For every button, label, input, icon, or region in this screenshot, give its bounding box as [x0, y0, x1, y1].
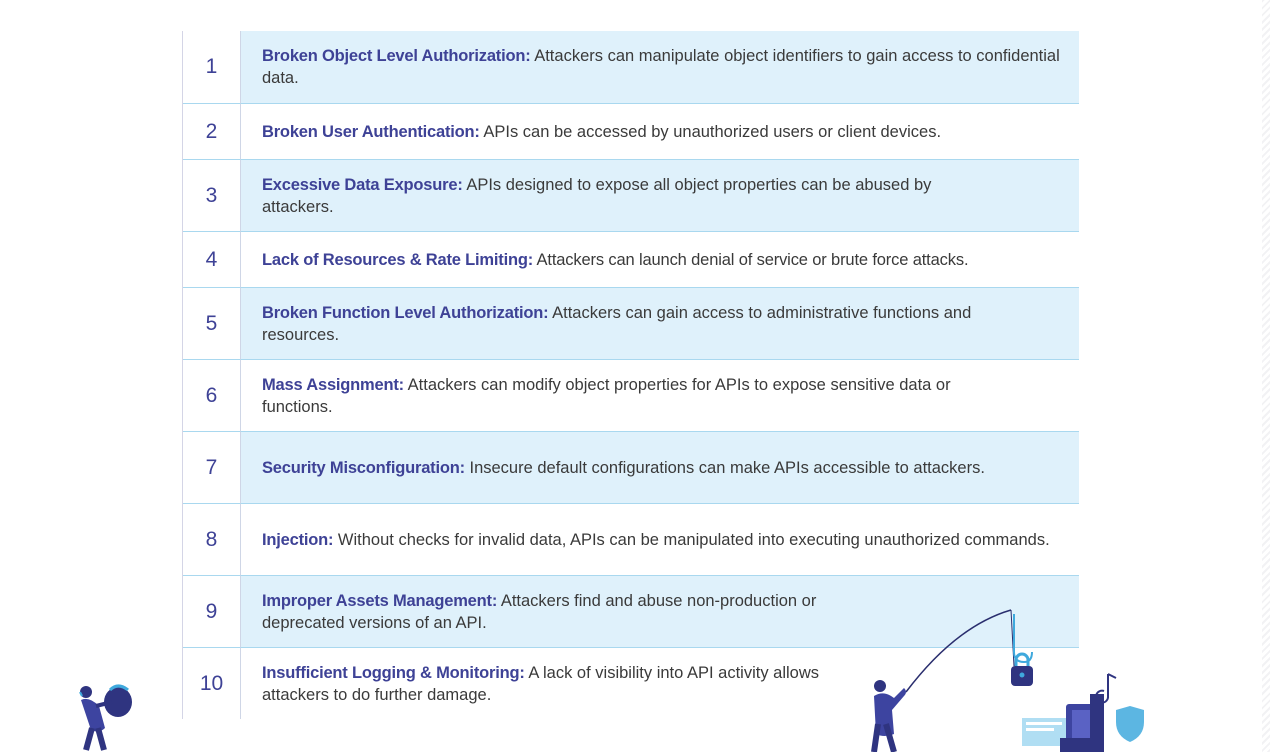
thief-carrying-bag-icon: [72, 680, 142, 752]
item-term: Excessive Data Exposure:: [262, 175, 463, 194]
item-description: Without checks for invalid data, APIs can be manipulated into executing unauthorized commands.: [333, 530, 1050, 549]
item-term: Injection:: [262, 530, 334, 549]
item-term: Security Misconfiguration:: [262, 458, 465, 477]
item-number: 4: [183, 232, 240, 288]
item-term: Broken Function Level Authorization:: [262, 303, 549, 322]
list-item: [183, 160, 1079, 232]
item-description: Attackers can launch denial of service or brute force attacks.: [533, 250, 969, 269]
item-description: APIs can be accessed by unauthorized users or client devices.: [479, 122, 942, 141]
item-description: Attackers find and abuse non-production or deprecated versions of an API.: [262, 591, 817, 632]
item-description: Attackers can gain access to administrative functions and resources.: [262, 303, 972, 344]
item-number: 7: [183, 432, 240, 504]
item-number: 9: [183, 576, 240, 648]
item-text: [262, 302, 1019, 346]
list-item: [183, 360, 1079, 432]
item-term: Broken Object Level Authorization:: [262, 47, 531, 65]
item-description: Attackers can modify object properties for APIs to expose sensitive data or functions.: [262, 375, 951, 416]
item-number: 8: [183, 504, 240, 576]
item-text: [262, 374, 1019, 418]
item-text: [262, 174, 979, 218]
item-description: APIs designed to expose all object properties can be abused by attackers.: [262, 175, 932, 216]
item-text: [262, 249, 1075, 271]
item-text: [262, 45, 1061, 89]
item-term: Insufficient Logging & Monitoring:: [262, 663, 525, 682]
item-description: Insecure default configurations can make APIs accessible to attackers.: [464, 458, 985, 477]
list-item: [183, 104, 1079, 160]
item-text: [262, 121, 1061, 143]
list-item: [183, 432, 1079, 504]
item-text: [262, 662, 839, 706]
item-text: [262, 590, 869, 634]
item-number: 10: [199, 671, 224, 695]
item-number: 1: [183, 31, 240, 104]
list-item: [183, 504, 1079, 576]
list-item: [183, 288, 1079, 360]
item-description: A lack of visibility into API activity allows attackers to do further damage.: [262, 663, 820, 704]
item-term: Lack of Resources & Rate Limiting:: [262, 250, 534, 269]
item-text: [262, 529, 1065, 551]
item-number: 3: [183, 160, 240, 232]
item-description: Attackers can manipulate object identifiers to gain access to confidential data.: [262, 47, 1060, 87]
list-item: [183, 232, 1079, 288]
item-text: [262, 457, 989, 479]
item-term: Broken User Authentication:: [262, 122, 480, 141]
item-number: 6: [183, 360, 240, 432]
laptop-security-icon: [1020, 670, 1144, 752]
item-number: 2: [183, 104, 240, 160]
item-number: 5: [183, 288, 240, 360]
item-term: Mass Assignment:: [262, 375, 404, 394]
item-term: Improper Assets Management:: [262, 591, 498, 610]
scrollbar[interactable]: [1262, 0, 1270, 752]
list-item: [183, 31, 1079, 104]
